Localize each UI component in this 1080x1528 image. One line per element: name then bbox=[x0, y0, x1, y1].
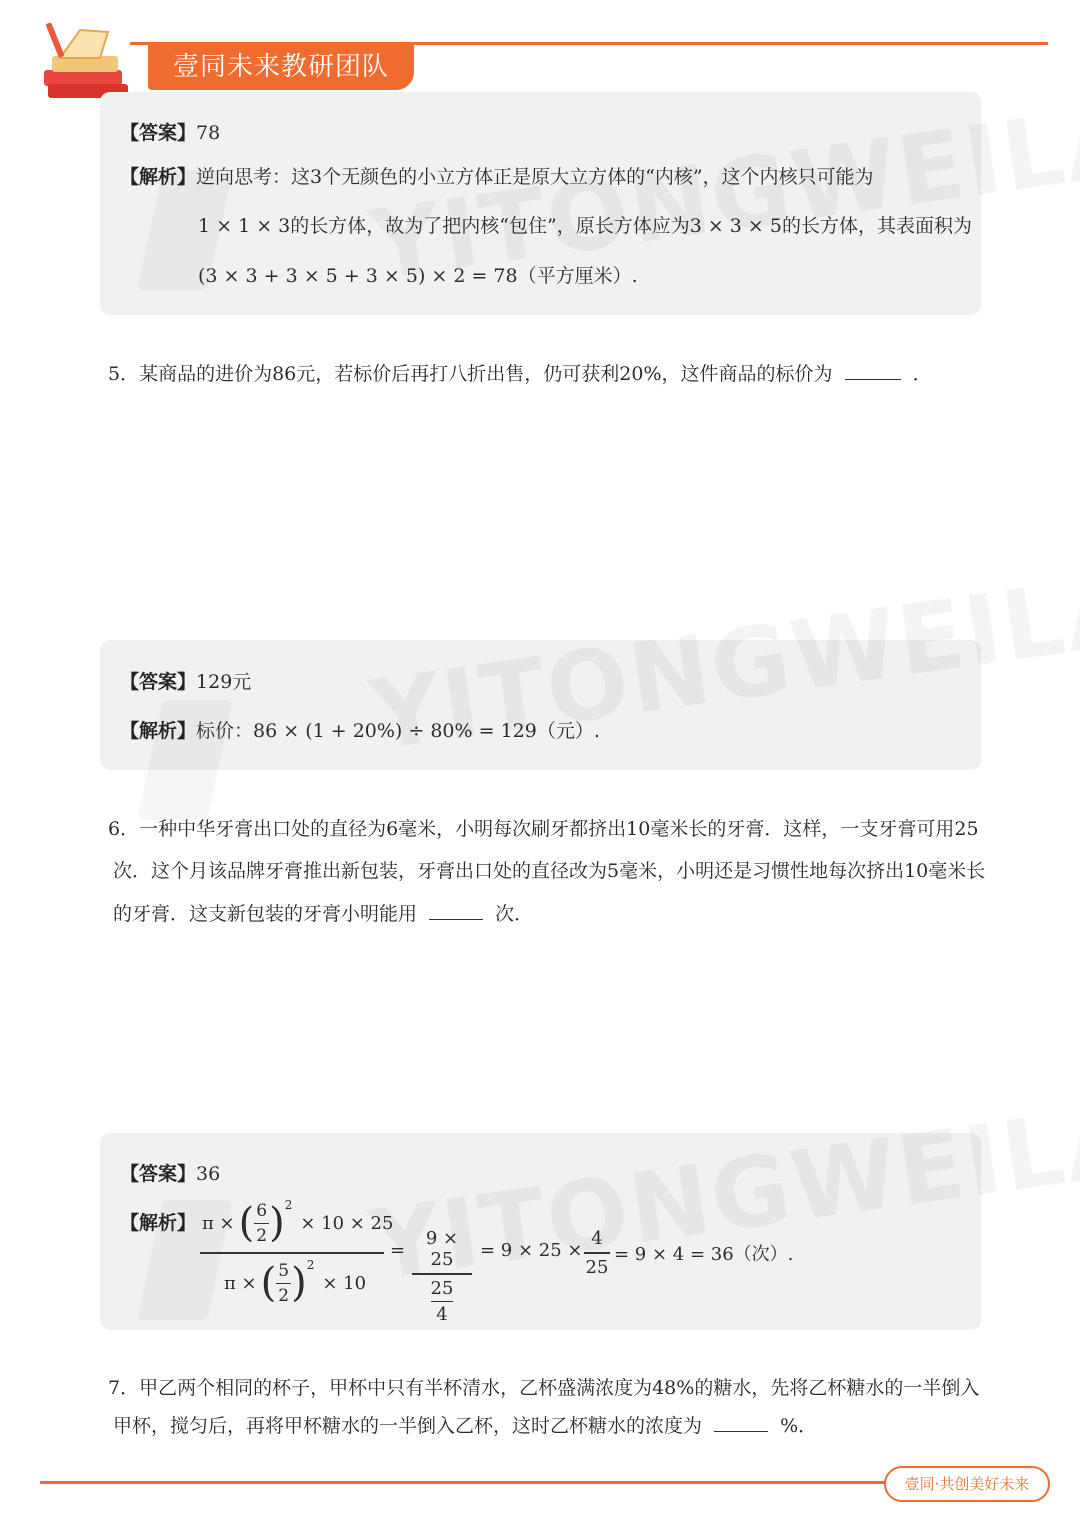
question-text: 一种中华牙膏出口处的直径为6毫米，小明每次刷牙都挤出10毫米长的牙膏．这样，一支牙膏可用25 bbox=[139, 818, 979, 840]
answer-blank[interactable] bbox=[429, 901, 483, 920]
question-text: 甲杯，搅匀后，再将甲杯糖水的一半倒入乙杯，这时乙杯糖水的浓度为 bbox=[113, 1415, 703, 1437]
q5-analysis-row bbox=[120, 716, 600, 743]
answer-label: 【答案】 bbox=[120, 671, 197, 693]
formula-result: = 9 × 4 = 36（次）. bbox=[614, 1244, 794, 1265]
answer-value: 129元 bbox=[196, 671, 252, 693]
analysis-line-2: 1 × 1 × 3的长方体，故为了把内核“包住”，原长方体应为3 × 3 × 5的长方体，其表面积为 bbox=[198, 215, 972, 237]
answer-label: 【答案】 bbox=[120, 122, 197, 144]
analysis-line-1: 逆向思考：这3个无颜色的小立方体正是原大立方体的“内核”，这个内核只可能为 bbox=[196, 166, 874, 188]
fraction-5-2: $\frac{5}{2}$ bbox=[278, 1260, 290, 1306]
answer-blank[interactable] bbox=[845, 361, 901, 380]
q4-analysis-row bbox=[120, 162, 874, 189]
equals-sign: = bbox=[390, 1240, 406, 1261]
formula-numerator: π × ( $\frac{6}{2}$ ) $^2$ × 10 × 25 bbox=[202, 1198, 394, 1246]
brand-title: 壹同未来教研团队 bbox=[148, 44, 414, 90]
footer-slogan: 壹同·共创美好未来 bbox=[884, 1466, 1050, 1502]
question-number: 6． bbox=[108, 818, 140, 840]
answer-blank[interactable] bbox=[714, 1413, 768, 1432]
q5-answer-row bbox=[120, 667, 251, 694]
main-fraction-bar bbox=[200, 1252, 384, 1254]
question-text: 某商品的进价为86元，若标价后再打八折出售，仍可获利20%，这件商品的标价为 bbox=[139, 363, 833, 385]
question-number: 5． bbox=[108, 363, 140, 385]
compound-fraction: 9 × 25 $\frac{25}{4}$ bbox=[412, 1228, 472, 1325]
exponent: 2 bbox=[284, 1198, 293, 1212]
question-text: 的牙膏．这支新包装的牙膏小明能用 bbox=[113, 903, 418, 925]
q6-answer-row bbox=[120, 1159, 220, 1186]
fraction-4-25: 4 25 bbox=[585, 1228, 609, 1278]
formula-middle: = 9 × 25 × bbox=[480, 1240, 583, 1261]
answer-value: 36 bbox=[196, 1163, 221, 1185]
question-tail: ． bbox=[912, 363, 932, 385]
question-number: 7． bbox=[108, 1377, 140, 1399]
analysis-line-3: (3 × 3 + 3 × 5 + 3 × 5) × 2 = 78（平方厘米）. bbox=[198, 265, 638, 287]
analysis-text: 标价：86 × (1 + 20%) ÷ 80% = 129（元）. bbox=[196, 720, 600, 742]
question-6-line-1 bbox=[108, 814, 979, 841]
footer-rule bbox=[40, 1481, 890, 1484]
q4-answer-row bbox=[120, 118, 220, 145]
question-5 bbox=[108, 359, 932, 386]
question-text: 甲乙两个相同的杯子，甲杯中只有半杯清水，乙杯盛满浓度为48%的糖水，先将乙杯糖水的一半倒入 bbox=[139, 1377, 980, 1399]
exponent: 2 bbox=[306, 1258, 315, 1272]
question-7-line-1 bbox=[108, 1373, 979, 1400]
question-tail: 次． bbox=[495, 903, 534, 925]
analysis-label: 【解析】 bbox=[120, 720, 197, 742]
question-7-line-2 bbox=[113, 1411, 817, 1438]
question-6-line-2: 次．这个月该品牌牙膏推出新包装，牙膏出口处的直径改为5毫米，小明还是习惯性地每次挤出10毫米长 bbox=[113, 860, 986, 882]
answer-label: 【答案】 bbox=[120, 1163, 197, 1185]
analysis-label: 【解析】 bbox=[120, 166, 197, 188]
formula-denominator: π × ( $\frac{5}{2}$ ) $^2$ × 10 bbox=[224, 1258, 367, 1306]
question-tail: %． bbox=[780, 1415, 818, 1437]
analysis-label: 【解析】 bbox=[120, 1212, 197, 1234]
fraction-6-2: $\frac{6}{2}$ bbox=[256, 1200, 268, 1246]
analysis-formula bbox=[200, 1196, 820, 1325]
question-6-line-3 bbox=[113, 899, 533, 926]
answer-value: 78 bbox=[196, 122, 221, 144]
